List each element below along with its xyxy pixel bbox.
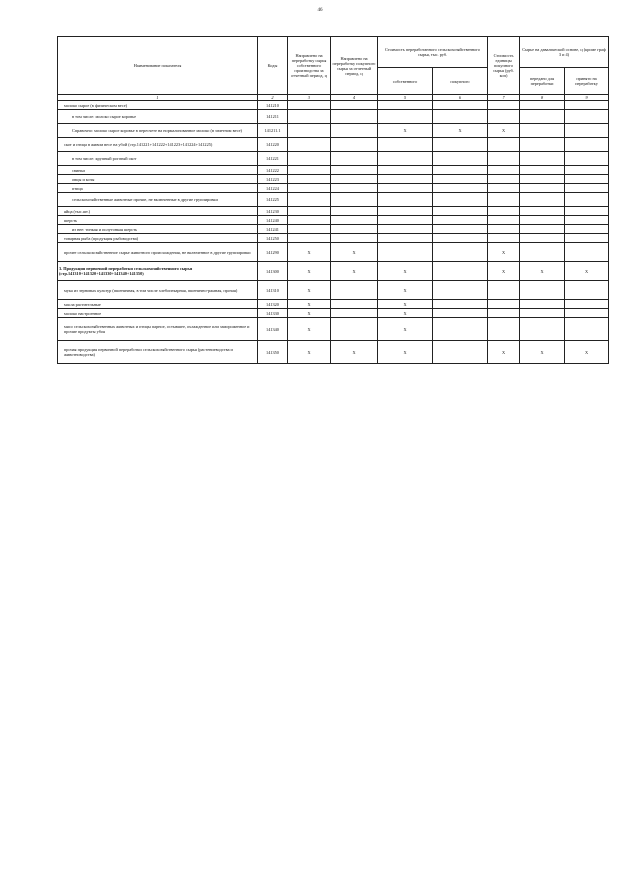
column-number: 1 — [58, 95, 258, 101]
row-cell — [565, 193, 609, 207]
row-cell — [331, 193, 378, 207]
row-cell — [331, 281, 378, 300]
row-cell — [288, 216, 331, 225]
row-name: прочая продукция первичной переработки сельскохозяйственного сырья (растениеводства и животноводства) — [58, 341, 258, 364]
row-cell: X — [288, 262, 331, 281]
row-cell: X — [331, 341, 378, 364]
row-cell — [288, 175, 331, 184]
row-cell — [433, 110, 488, 124]
table-row — [58, 193, 609, 207]
row-cell: X — [520, 262, 565, 281]
row-cell — [378, 166, 433, 175]
row-cell — [378, 152, 433, 166]
row-name: шерсть — [58, 216, 258, 225]
row-cell — [520, 138, 565, 152]
row-cell — [433, 262, 488, 281]
row-cell — [331, 184, 378, 193]
table-body — [58, 101, 609, 364]
row-cell — [288, 124, 331, 138]
row-cell — [488, 152, 520, 166]
row-cell — [565, 138, 609, 152]
row-name: птица — [58, 184, 258, 193]
header-toll-group: Сырье на давальческой основе, ц (кроме граф 3 и 4) — [520, 37, 609, 68]
row-name: яйца (тыс.шт.) — [58, 207, 258, 216]
row-cell — [565, 175, 609, 184]
header-sent-own: Направлено на переработку сырья собственного производства за отчетный период, ц — [288, 37, 331, 95]
table-row — [58, 124, 609, 138]
row-name: молоко настроенное — [58, 309, 258, 318]
table-row — [58, 341, 609, 364]
row-cell — [565, 234, 609, 243]
row-cell — [288, 110, 331, 124]
row-name: молоко сырое (в физическом весе) — [58, 101, 258, 110]
row-cell — [288, 234, 331, 243]
row-cell — [288, 101, 331, 110]
row-cell — [488, 110, 520, 124]
header-toll-given: передано для переработки — [520, 68, 565, 95]
row-cell — [488, 225, 520, 234]
row-code: 141330 — [258, 309, 288, 318]
row-cell: X — [488, 124, 520, 138]
row-cell — [488, 207, 520, 216]
row-cell — [520, 234, 565, 243]
table-row — [58, 184, 609, 193]
row-cell — [488, 234, 520, 243]
row-cell — [433, 234, 488, 243]
row-cell — [331, 152, 378, 166]
row-cell: X — [331, 262, 378, 281]
row-cell: X — [288, 309, 331, 318]
header-cost-own: собственного — [378, 68, 433, 95]
row-cell — [565, 243, 609, 262]
row-cell — [488, 101, 520, 110]
row-cell — [433, 207, 488, 216]
row-cell — [288, 193, 331, 207]
row-cell: X — [378, 281, 433, 300]
row-cell — [520, 175, 565, 184]
row-code: 141241 — [258, 225, 288, 234]
row-cell — [520, 281, 565, 300]
row-cell: X — [378, 341, 433, 364]
row-cell — [520, 193, 565, 207]
row-code: 141350 — [258, 341, 288, 364]
row-cell — [378, 234, 433, 243]
row-name: прочее сельскохозяйственное сырье животного происхождения, не включенное в другие группировки — [58, 243, 258, 262]
table-row — [58, 207, 609, 216]
row-cell — [331, 234, 378, 243]
row-cell — [433, 101, 488, 110]
row-cell: X — [288, 300, 331, 309]
table-row — [58, 138, 609, 152]
row-cell — [331, 318, 378, 341]
page-number: 46 — [317, 8, 323, 13]
row-code: 141230 — [258, 207, 288, 216]
column-number: 4 — [331, 95, 378, 101]
row-cell — [488, 216, 520, 225]
row-name: из нее: тонкая и полутонкая шерсть — [58, 225, 258, 234]
row-cell — [433, 216, 488, 225]
row-cell — [565, 207, 609, 216]
row-code: 141250 — [258, 234, 288, 243]
row-cell — [520, 152, 565, 166]
row-cell — [520, 300, 565, 309]
row-cell — [488, 138, 520, 152]
table-row — [58, 110, 609, 124]
row-cell — [433, 184, 488, 193]
row-code: 141220 — [258, 138, 288, 152]
table-row — [58, 225, 609, 234]
row-cell — [378, 101, 433, 110]
row-cell — [288, 166, 331, 175]
row-cell — [520, 207, 565, 216]
table-row — [58, 262, 609, 281]
row-cell — [488, 175, 520, 184]
row-cell — [331, 300, 378, 309]
row-cell: X — [488, 341, 520, 364]
row-cell — [288, 225, 331, 234]
row-code: 141211.1 — [258, 124, 288, 138]
row-cell — [433, 193, 488, 207]
row-name: мясо сельскохозяйственных животных и птицы парное, остывшее, охлажденное или замороженное и прочие продукты убоя — [58, 318, 258, 341]
row-cell — [378, 184, 433, 193]
row-cell — [565, 309, 609, 318]
header-codes: Коды — [258, 37, 288, 95]
row-cell — [520, 110, 565, 124]
column-number: 3 — [288, 95, 331, 101]
table-row — [58, 300, 609, 309]
table-row — [58, 175, 609, 184]
row-code: 141300 — [258, 262, 288, 281]
row-name: товарная рыба (продукция рыбоводства) — [58, 234, 258, 243]
row-cell — [378, 175, 433, 184]
row-cell: X — [288, 341, 331, 364]
row-cell — [331, 138, 378, 152]
row-cell — [488, 300, 520, 309]
table-row — [58, 152, 609, 166]
row-cell — [520, 216, 565, 225]
row-cell — [331, 124, 378, 138]
row-cell — [520, 318, 565, 341]
row-cell — [378, 193, 433, 207]
row-cell — [331, 166, 378, 175]
row-cell — [433, 318, 488, 341]
row-cell — [331, 216, 378, 225]
row-cell — [565, 184, 609, 193]
row-cell: X — [378, 262, 433, 281]
header-toll-taken: принято на переработку — [565, 68, 609, 95]
row-code: 141310 — [258, 281, 288, 300]
row-cell — [331, 225, 378, 234]
row-code: 141221 — [258, 152, 288, 166]
row-code: 141225 — [258, 193, 288, 207]
row-cell — [520, 243, 565, 262]
row-cell — [565, 300, 609, 309]
row-name: свиньи — [58, 166, 258, 175]
table-row — [58, 101, 609, 110]
row-cell — [520, 184, 565, 193]
row-code: 141223 — [258, 175, 288, 184]
row-cell — [288, 138, 331, 152]
row-cell — [565, 216, 609, 225]
column-number: 6 — [433, 95, 488, 101]
row-cell — [520, 166, 565, 175]
row-cell — [433, 300, 488, 309]
row-cell — [565, 152, 609, 166]
row-code: 141320 — [258, 300, 288, 309]
row-name: Справочно: молоко сырое коровье в пересчете на нормализованное молоко (в зачетном весе) — [58, 124, 258, 138]
header-cost-bought: покупного — [433, 68, 488, 95]
row-cell — [331, 207, 378, 216]
row-code: 141340 — [258, 318, 288, 341]
row-cell — [520, 101, 565, 110]
header-unit-cost: Стоимость единицы покупного сырья (руб. коп) — [488, 37, 520, 95]
row-cell — [433, 309, 488, 318]
row-cell — [378, 243, 433, 262]
row-cell — [331, 309, 378, 318]
header-cost-group: Стоимость переработанного сельскохозяйственного сырья, тыс. руб. — [378, 37, 488, 68]
row-cell — [433, 175, 488, 184]
row-cell — [433, 166, 488, 175]
row-code: 141211 — [258, 110, 288, 124]
row-code: 141224 — [258, 184, 288, 193]
table-row — [58, 318, 609, 341]
header-name: Наименование показателя — [58, 37, 258, 95]
column-number: 2 — [258, 95, 288, 101]
row-cell: X — [565, 262, 609, 281]
row-cell — [488, 184, 520, 193]
row-cell — [488, 318, 520, 341]
row-cell — [378, 207, 433, 216]
row-cell — [288, 184, 331, 193]
table-row — [58, 309, 609, 318]
row-cell — [331, 175, 378, 184]
row-name: в том числе: крупный рогатый скот — [58, 152, 258, 166]
row-cell — [433, 138, 488, 152]
row-cell — [520, 124, 565, 138]
row-name: скот и птица в живом весе на убой (стр.141221+141222+141223+141224+141225) — [58, 138, 258, 152]
row-cell: X — [488, 243, 520, 262]
row-cell — [378, 110, 433, 124]
statistics-form-table — [57, 36, 609, 364]
row-cell: X — [288, 281, 331, 300]
table-row — [58, 243, 609, 262]
row-cell — [433, 225, 488, 234]
table-row — [58, 216, 609, 225]
row-cell — [488, 166, 520, 175]
row-name: в том числе: молоко сырое коровье — [58, 110, 258, 124]
row-cell — [331, 101, 378, 110]
row-cell — [565, 225, 609, 234]
row-cell — [520, 225, 565, 234]
row-cell: X — [378, 309, 433, 318]
row-cell — [565, 110, 609, 124]
row-cell — [433, 152, 488, 166]
row-cell: X — [288, 243, 331, 262]
row-name: сельскохозяйственные животные прочие, не включенные в другие группировки — [58, 193, 258, 207]
row-code: 141210 — [258, 101, 288, 110]
row-cell — [565, 124, 609, 138]
row-cell — [565, 281, 609, 300]
row-cell — [565, 318, 609, 341]
row-cell — [488, 281, 520, 300]
row-cell — [378, 138, 433, 152]
table-row — [58, 234, 609, 243]
row-name: мука из зерновых культур (пшеничная, в том числе хлебопекарная, пшенично-ржаная, прочая) — [58, 281, 258, 300]
row-cell — [288, 207, 331, 216]
row-cell: X — [433, 124, 488, 138]
row-cell — [331, 110, 378, 124]
row-name: овцы и козы — [58, 175, 258, 184]
row-cell — [433, 243, 488, 262]
row-cell — [565, 101, 609, 110]
row-code: 141240 — [258, 216, 288, 225]
row-cell — [433, 341, 488, 364]
column-number: 9 — [565, 95, 609, 101]
row-cell — [378, 216, 433, 225]
row-name: масла растительные — [58, 300, 258, 309]
row-cell: X — [565, 341, 609, 364]
row-cell: X — [378, 318, 433, 341]
row-cell — [565, 166, 609, 175]
row-cell: X — [378, 124, 433, 138]
row-code: 141290 — [258, 243, 288, 262]
column-number: 5 — [378, 95, 433, 101]
row-cell — [378, 225, 433, 234]
row-code: 141222 — [258, 166, 288, 175]
row-cell: X — [488, 262, 520, 281]
row-cell — [488, 193, 520, 207]
header-sent-bought: Направлено на переработку покупного сырья за отчетный период, ц — [331, 37, 378, 95]
row-cell: X — [520, 341, 565, 364]
row-cell — [288, 152, 331, 166]
row-cell — [488, 309, 520, 318]
row-cell: X — [288, 318, 331, 341]
row-cell: X — [331, 243, 378, 262]
column-number: 8 — [520, 95, 565, 101]
row-cell — [433, 281, 488, 300]
row-cell — [520, 309, 565, 318]
table-row — [58, 166, 609, 175]
row-name: 3. Продукция первичной переработки сельскохозяйственного сырья (стр.141310+141320+141330+141340+141350) — [58, 262, 258, 281]
table-row — [58, 281, 609, 300]
row-cell: X — [378, 300, 433, 309]
column-number: 7 — [488, 95, 520, 101]
